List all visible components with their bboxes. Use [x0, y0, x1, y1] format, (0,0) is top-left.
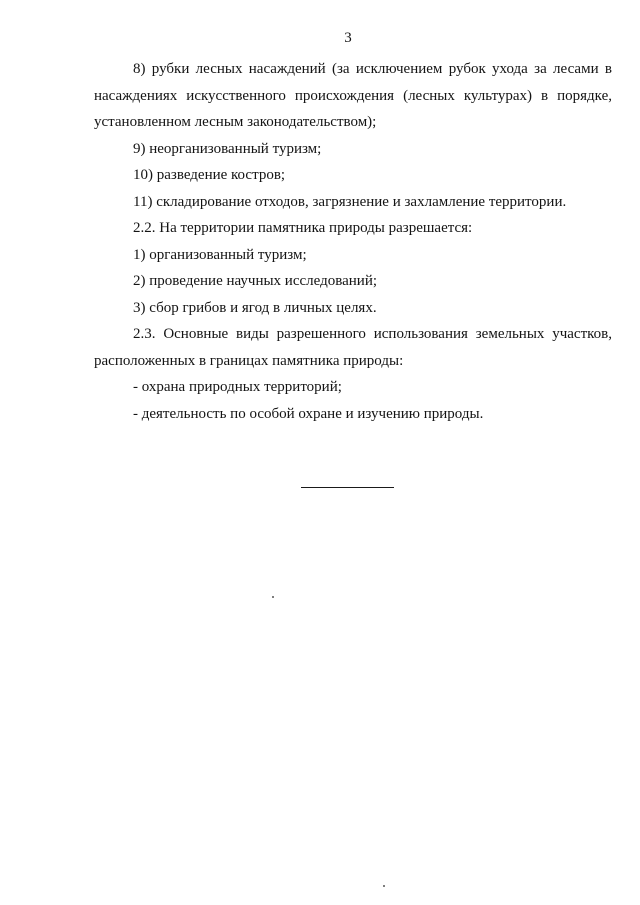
- section-heading-land-use: 2.3. Основные виды разрешенного использования земельных участков, расположенных в границах памятника природы:: [94, 326, 612, 369]
- list-item-conservation-study: - деятельность по особой охране и изучению природы.: [133, 405, 484, 422]
- list-item-felling: 8) рубки лесных насаждений (за исключением рубок ухода за лесами в насаждениях искусственного происхождения (лесных культурах) в порядке, установленном лесным законодательством);: [94, 61, 612, 130]
- document-body: [94, 56, 612, 427]
- end-divider: [301, 487, 394, 488]
- list-item-unorganized-tourism: 9) неорганизованный туризм;: [133, 140, 322, 157]
- page-number: 3: [344, 30, 352, 46]
- list-item-mushrooms-berries: 3) сбор грибов и ягод в личных целях.: [133, 299, 377, 316]
- section-heading-permitted: 2.2. На территории памятника природы разрешается:: [133, 220, 473, 236]
- list-item-organized-tourism: 1) организованный туризм;: [133, 246, 307, 263]
- scan-speck: [383, 885, 385, 887]
- list-item-research: 2) проведение научных исследований;: [133, 273, 378, 289]
- list-item-campfires: 10) разведение костров;: [133, 167, 286, 183]
- list-item-nature-protection: - охрана природных территорий;: [133, 379, 342, 395]
- scan-speck: [272, 596, 274, 598]
- list-item-waste-storage: 11) складирование отходов, загрязнение и захламление территории.: [133, 193, 567, 210]
